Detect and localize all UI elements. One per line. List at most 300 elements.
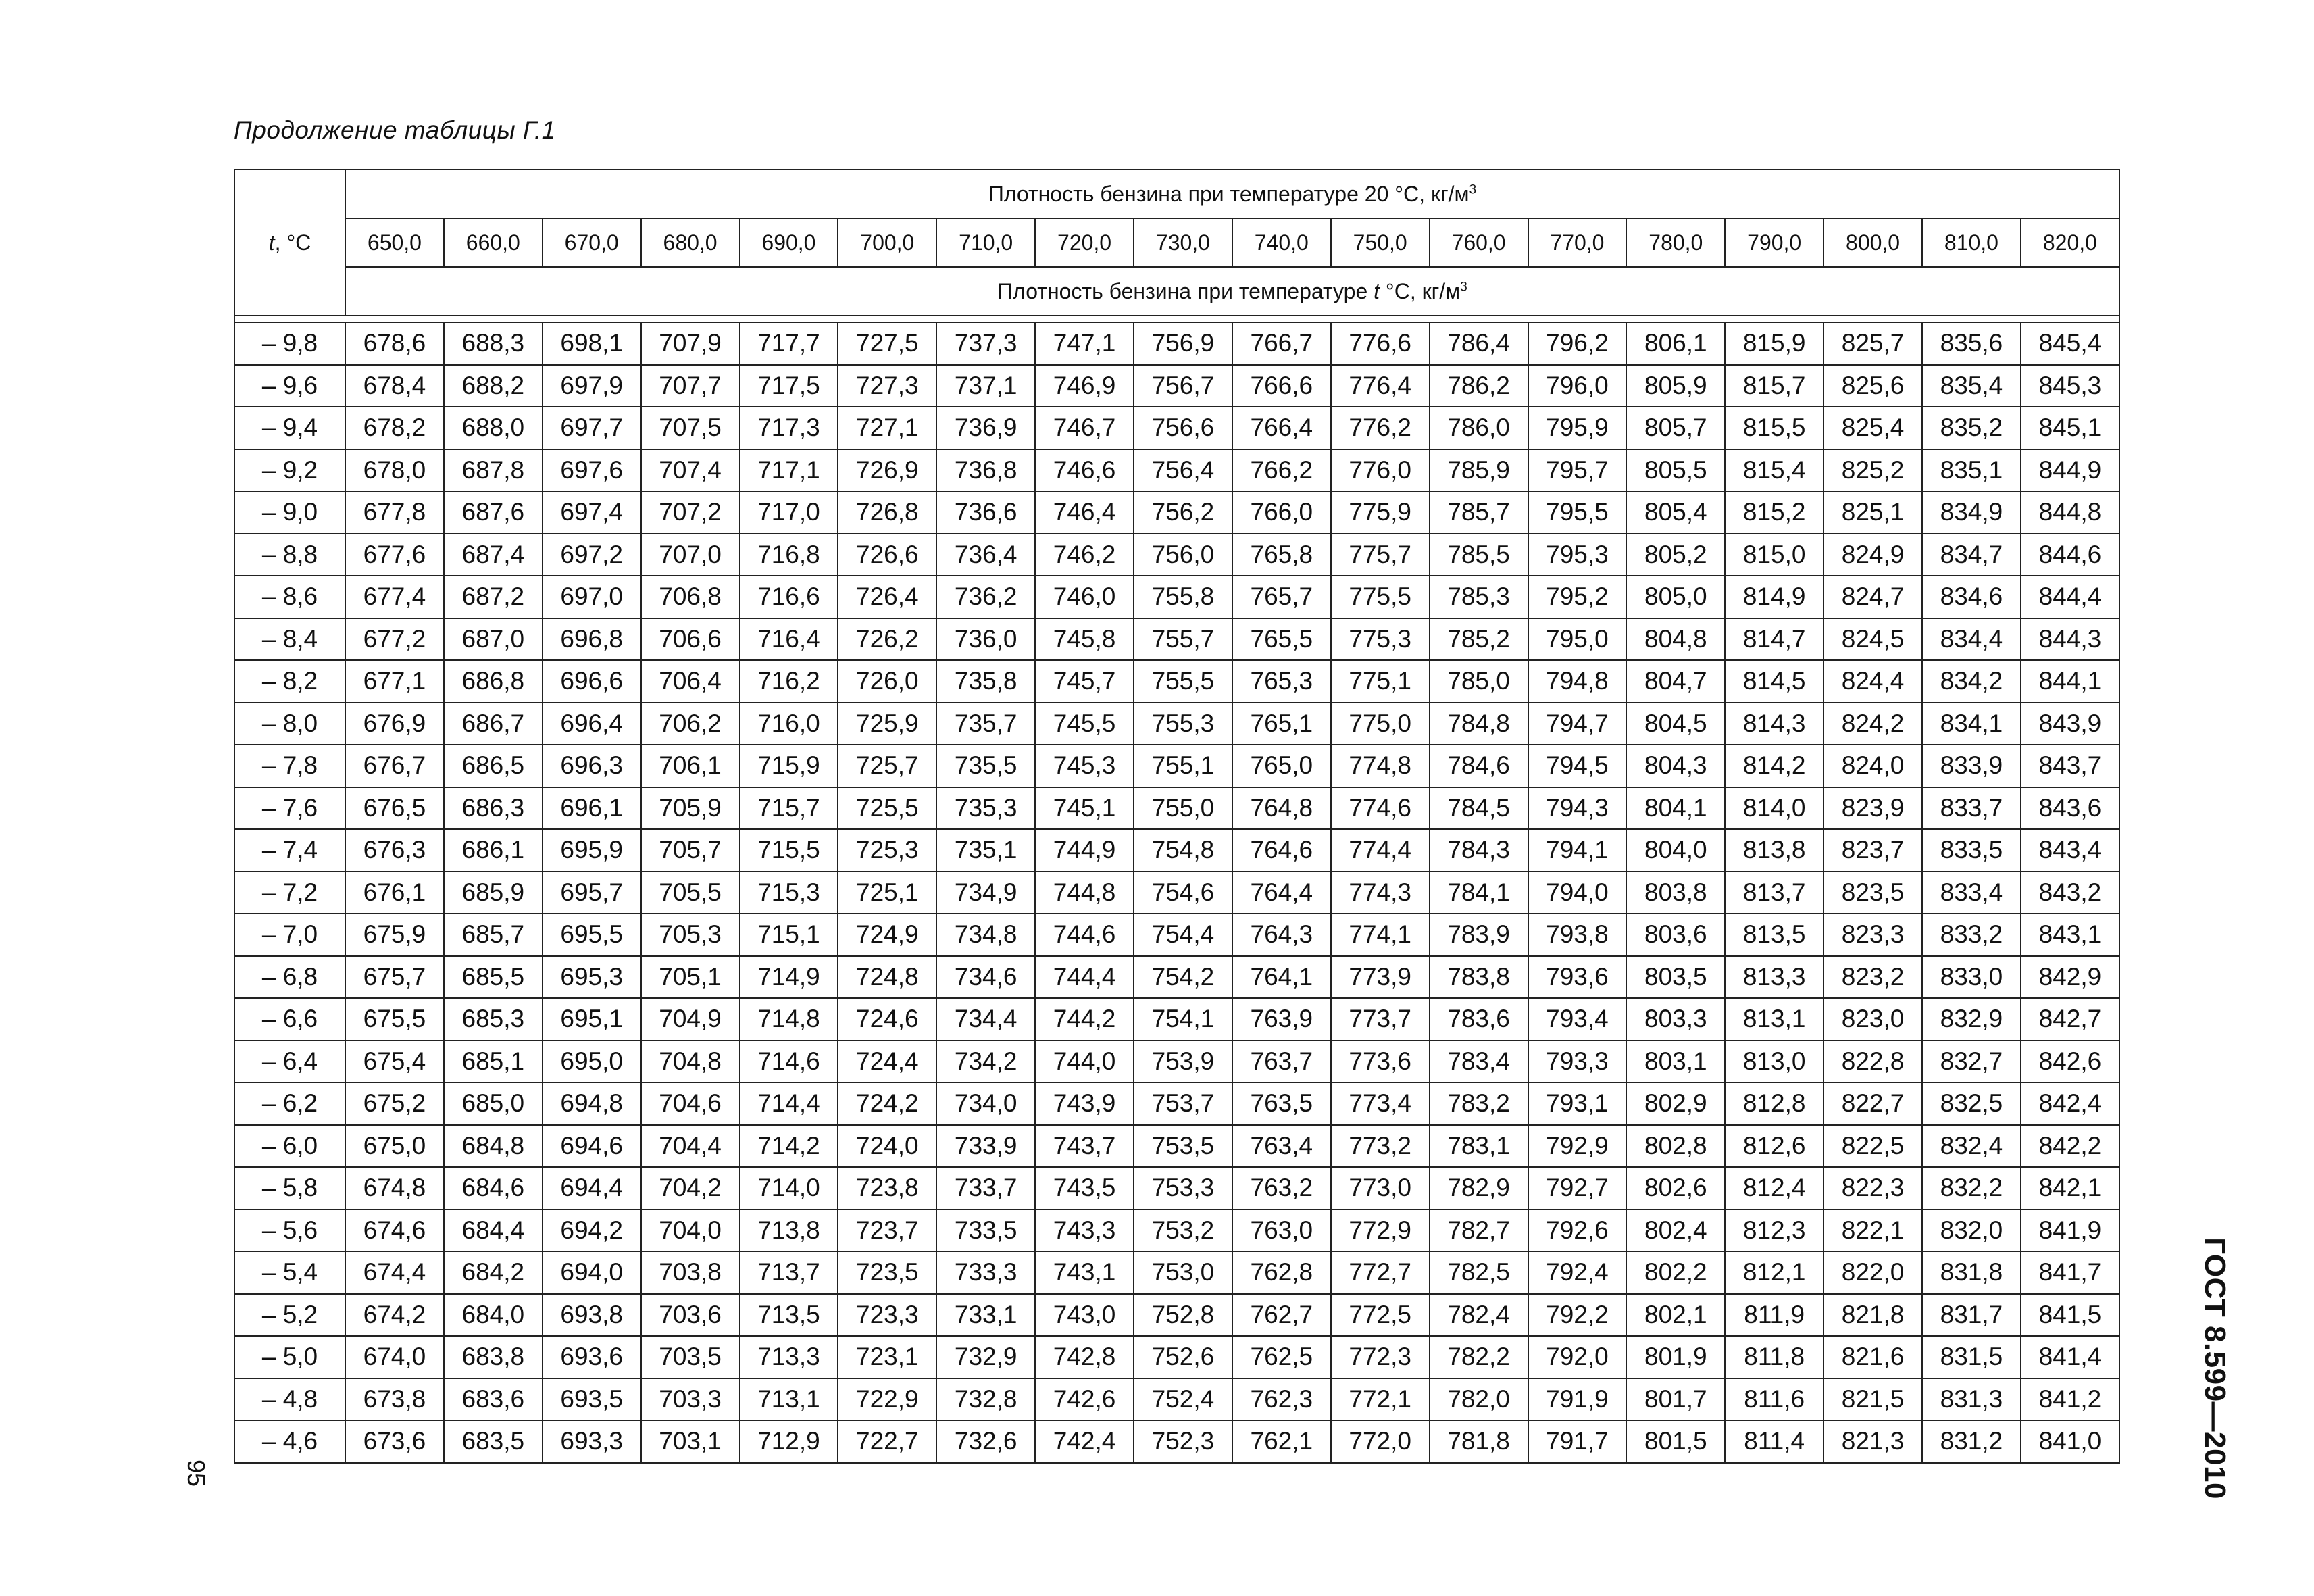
density-value-cell: 724,9 (838, 914, 936, 956)
density-value-cell: 811,4 (1725, 1420, 1823, 1463)
density-value-cell: 693,3 (543, 1420, 641, 1463)
density-value-cell: 775,9 (1331, 491, 1430, 534)
density-value-cell: 744,9 (1035, 829, 1134, 872)
density-value-cell: 736,9 (936, 407, 1035, 449)
temperature-cell: – 6,4 (234, 1041, 345, 1083)
density-value-cell: 795,0 (1528, 618, 1627, 661)
density-column-header: 720,0 (1035, 218, 1134, 267)
density-value-cell: 785,7 (1430, 491, 1528, 534)
density-value-cell: 705,7 (641, 829, 740, 872)
density-value-cell: 844,8 (2021, 491, 2119, 534)
temperature-cell: – 7,8 (234, 745, 345, 787)
density-value-cell: 812,3 (1725, 1210, 1823, 1252)
temperature-cell: – 9,4 (234, 407, 345, 449)
density-value-cell: 687,2 (444, 576, 543, 618)
density-value-cell: 676,7 (345, 745, 444, 787)
density-value-cell: 705,5 (641, 872, 740, 914)
density-value-cell: 785,9 (1430, 449, 1528, 492)
density-value-cell: 776,2 (1331, 407, 1430, 449)
density-value-cell: 764,4 (1232, 872, 1331, 914)
density-value-cell: 805,2 (1626, 534, 1725, 576)
density-value-cell: 754,6 (1134, 872, 1232, 914)
density-value-cell: 822,0 (1823, 1251, 1922, 1294)
density-value-cell: 813,1 (1725, 998, 1823, 1041)
density-value-cell: 831,7 (1922, 1294, 2021, 1337)
density-value-cell: 733,7 (936, 1167, 1035, 1210)
table-row (234, 365, 2119, 407)
temperature-cell: – 4,8 (234, 1378, 345, 1421)
temperature-cell: – 9,8 (234, 322, 345, 365)
density-value-cell: 841,5 (2021, 1294, 2119, 1337)
density-value-cell: 685,9 (444, 872, 543, 914)
density-column-header: 690,0 (740, 218, 838, 267)
density-value-cell: 831,8 (1922, 1251, 2021, 1294)
density-column-header: 660,0 (444, 218, 543, 267)
density-value-cell: 742,8 (1035, 1336, 1134, 1378)
density-value-cell: 744,0 (1035, 1041, 1134, 1083)
density-value-cell: 694,4 (543, 1167, 641, 1210)
density-value-cell: 726,4 (838, 576, 936, 618)
density-value-cell: 832,2 (1922, 1167, 2021, 1210)
density-value-cell: 714,6 (740, 1041, 838, 1083)
density-value-cell: 674,0 (345, 1336, 444, 1378)
density-value-cell: 677,4 (345, 576, 444, 618)
density-value-cell: 714,8 (740, 998, 838, 1041)
density-value-cell: 763,2 (1232, 1167, 1331, 1210)
density-value-cell: 685,1 (444, 1041, 543, 1083)
density-value-cell: 673,8 (345, 1378, 444, 1421)
density-value-cell: 705,9 (641, 787, 740, 830)
density-value-cell: 776,0 (1331, 449, 1430, 492)
separator-cell (2021, 316, 2119, 322)
density-value-cell: 756,2 (1134, 491, 1232, 534)
density-value-cell: 795,5 (1528, 491, 1627, 534)
density-value-cell: 843,9 (2021, 703, 2119, 745)
density-value-cell: 845,3 (2021, 365, 2119, 407)
density-value-cell: 773,7 (1331, 998, 1430, 1041)
density-value-cell: 687,4 (444, 534, 543, 576)
density-value-cell: 811,8 (1725, 1336, 1823, 1378)
density-value-cell: 713,1 (740, 1378, 838, 1421)
density-value-cell: 725,7 (838, 745, 936, 787)
density-value-cell: 684,0 (444, 1294, 543, 1337)
density-value-cell: 763,7 (1232, 1041, 1331, 1083)
density-value-cell: 676,5 (345, 787, 444, 830)
density-value-cell: 825,1 (1823, 491, 1922, 534)
density-value-cell: 822,1 (1823, 1210, 1922, 1252)
density-value-cell: 842,9 (2021, 956, 2119, 999)
density-column-header: 710,0 (936, 218, 1035, 267)
density-value-cell: 707,0 (641, 534, 740, 576)
density-value-cell: 843,1 (2021, 914, 2119, 956)
density-value-cell: 737,1 (936, 365, 1035, 407)
density-value-cell: 707,7 (641, 365, 740, 407)
table-row (234, 322, 2119, 365)
density-value-cell: 773,9 (1331, 956, 1430, 999)
density-value-cell: 732,6 (936, 1420, 1035, 1463)
density-value-cell: 791,9 (1528, 1378, 1627, 1421)
density-value-cell: 815,2 (1725, 491, 1823, 534)
density-value-cell: 833,4 (1922, 872, 2021, 914)
density-value-cell: 835,6 (1922, 322, 2021, 365)
temperature-cell: – 5,4 (234, 1251, 345, 1294)
density-value-cell: 685,3 (444, 998, 543, 1041)
density-value-cell: 782,9 (1430, 1167, 1528, 1210)
density-value-cell: 683,8 (444, 1336, 543, 1378)
density-value-cell: 678,0 (345, 449, 444, 492)
density-value-cell: 726,6 (838, 534, 936, 576)
density-value-cell: 821,8 (1823, 1294, 1922, 1337)
density-value-cell: 725,1 (838, 872, 936, 914)
header-separator (234, 316, 2119, 322)
density-value-cell: 823,5 (1823, 872, 1922, 914)
density-value-cell: 744,4 (1035, 956, 1134, 999)
density-value-cell: 815,9 (1725, 322, 1823, 365)
density-value-cell: 735,5 (936, 745, 1035, 787)
density-value-cell: 834,7 (1922, 534, 2021, 576)
density-table (234, 169, 2120, 1464)
density-column-header: 820,0 (2021, 218, 2119, 267)
density-column-header: 740,0 (1232, 218, 1331, 267)
density-value-cell: 815,7 (1725, 365, 1823, 407)
density-value-cell: 697,2 (543, 534, 641, 576)
density-value-cell: 684,8 (444, 1125, 543, 1168)
density-value-cell: 752,3 (1134, 1420, 1232, 1463)
temperature-cell: – 9,0 (234, 491, 345, 534)
density-value-cell: 736,6 (936, 491, 1035, 534)
separator-cell (1232, 316, 1331, 322)
density-value-cell: 824,9 (1823, 534, 1922, 576)
density-value-cell: 733,3 (936, 1251, 1035, 1294)
density-value-cell: 792,7 (1528, 1167, 1627, 1210)
density-value-cell: 772,1 (1331, 1378, 1430, 1421)
density-value-cell: 693,5 (543, 1378, 641, 1421)
density-at-20c-header (345, 170, 2119, 218)
density-value-cell: 833,5 (1922, 829, 2021, 872)
density-value-cell: 747,1 (1035, 322, 1134, 365)
density-value-cell: 775,5 (1331, 576, 1430, 618)
density-value-cell: 686,5 (444, 745, 543, 787)
density-value-cell: 775,0 (1331, 703, 1430, 745)
table-row (234, 998, 2119, 1041)
density-value-cell: 823,3 (1823, 914, 1922, 956)
table-row (234, 1210, 2119, 1252)
density-value-cell: 685,7 (444, 914, 543, 956)
density-value-cell: 726,0 (838, 660, 936, 703)
density-value-cell: 674,2 (345, 1294, 444, 1337)
density-value-cell: 793,1 (1528, 1082, 1627, 1125)
density-value-cell: 675,0 (345, 1125, 444, 1168)
separator-cell (641, 316, 740, 322)
density-value-cell: 766,6 (1232, 365, 1331, 407)
separator-cell (1134, 316, 1232, 322)
density-value-cell: 704,6 (641, 1082, 740, 1125)
temperature-cell: – 8,4 (234, 618, 345, 661)
density-value-cell: 735,1 (936, 829, 1035, 872)
density-value-cell: 674,6 (345, 1210, 444, 1252)
density-value-cell: 811,9 (1725, 1294, 1823, 1337)
density-value-cell: 784,3 (1430, 829, 1528, 872)
table-row (234, 1294, 2119, 1337)
density-value-cell: 704,4 (641, 1125, 740, 1168)
density-value-cell: 697,7 (543, 407, 641, 449)
density-value-cell: 821,5 (1823, 1378, 1922, 1421)
t-unit: , °C (274, 230, 311, 255)
density-value-cell: 775,1 (1331, 660, 1430, 703)
density-value-cell: 673,6 (345, 1420, 444, 1463)
density-value-cell: 715,9 (740, 745, 838, 787)
separator-cell (444, 316, 543, 322)
density-value-cell: 755,1 (1134, 745, 1232, 787)
density-value-cell: 695,1 (543, 998, 641, 1041)
density-value-cell: 832,9 (1922, 998, 2021, 1041)
density-value-cell: 765,7 (1232, 576, 1331, 618)
density-value-cell: 845,4 (2021, 322, 2119, 365)
density-value-cell: 842,6 (2021, 1041, 2119, 1083)
density-value-cell: 805,0 (1626, 576, 1725, 618)
density-value-cell: 824,2 (1823, 703, 1922, 745)
density-value-cell: 822,3 (1823, 1167, 1922, 1210)
density-value-cell: 844,4 (2021, 576, 2119, 618)
density-value-cell: 785,2 (1430, 618, 1528, 661)
density-value-cell: 782,4 (1430, 1294, 1528, 1337)
temperature-cell: – 6,2 (234, 1082, 345, 1125)
density-value-cell: 803,5 (1626, 956, 1725, 999)
density-value-cell: 714,4 (740, 1082, 838, 1125)
density-value-cell: 835,4 (1922, 365, 2021, 407)
density-value-cell: 727,1 (838, 407, 936, 449)
density-value-cell: 687,6 (444, 491, 543, 534)
density-value-cell: 716,2 (740, 660, 838, 703)
density-value-cell: 775,7 (1331, 534, 1430, 576)
density-value-cell: 703,8 (641, 1251, 740, 1294)
density-value-cell: 841,0 (2021, 1420, 2119, 1463)
density-value-cell: 824,4 (1823, 660, 1922, 703)
density-value-cell: 834,6 (1922, 576, 2021, 618)
separator-cell (1922, 316, 2021, 322)
density-value-cell: 722,9 (838, 1378, 936, 1421)
density-value-cell: 792,4 (1528, 1251, 1627, 1294)
density-value-cell: 776,6 (1331, 322, 1430, 365)
density-value-cell: 753,9 (1134, 1041, 1232, 1083)
density-value-cell: 814,9 (1725, 576, 1823, 618)
density-value-cell: 696,3 (543, 745, 641, 787)
temperature-cell: – 5,8 (234, 1167, 345, 1210)
density-value-cell: 766,4 (1232, 407, 1331, 449)
density-at-t-prefix: Плотность бензина при температуре (997, 278, 1374, 303)
table-row (234, 1420, 2119, 1463)
density-value-cell: 794,1 (1528, 829, 1627, 872)
density-value-cell: 745,3 (1035, 745, 1134, 787)
density-column-header: 670,0 (543, 218, 641, 267)
table-row (234, 660, 2119, 703)
temperature-cell: – 8,0 (234, 703, 345, 745)
density-value-cell: 831,5 (1922, 1336, 2021, 1378)
density-value-cell: 743,9 (1035, 1082, 1134, 1125)
density-value-cell: 813,7 (1725, 872, 1823, 914)
density-value-cell: 815,4 (1725, 449, 1823, 492)
temperature-cell: – 6,0 (234, 1125, 345, 1168)
density-value-cell: 843,6 (2021, 787, 2119, 830)
density-value-cell: 763,5 (1232, 1082, 1331, 1125)
density-value-cell: 784,6 (1430, 745, 1528, 787)
density-value-cell: 782,7 (1430, 1210, 1528, 1252)
density-value-cell: 695,5 (543, 914, 641, 956)
density-value-cell: 753,5 (1134, 1125, 1232, 1168)
density-value-cell: 792,2 (1528, 1294, 1627, 1337)
separator-cell (1528, 316, 1627, 322)
density-value-cell: 696,1 (543, 787, 641, 830)
density-value-cell: 724,0 (838, 1125, 936, 1168)
density-value-cell: 712,9 (740, 1420, 838, 1463)
density-value-cell: 762,7 (1232, 1294, 1331, 1337)
density-value-cell: 734,8 (936, 914, 1035, 956)
density-value-cell: 783,4 (1430, 1041, 1528, 1083)
density-value-cell: 803,6 (1626, 914, 1725, 956)
table-row (234, 1378, 2119, 1421)
density-value-cell: 796,2 (1528, 322, 1627, 365)
density-value-cell: 774,4 (1331, 829, 1430, 872)
density-value-cell: 717,0 (740, 491, 838, 534)
density-value-cell: 686,1 (444, 829, 543, 872)
density-at-20c-label: Плотность бензина при температуре 20 °C, кг/м (988, 181, 1469, 206)
table-row (234, 1251, 2119, 1294)
density-value-cell: 802,9 (1626, 1082, 1725, 1125)
density-value-cell: 753,7 (1134, 1082, 1232, 1125)
density-value-cell: 814,3 (1725, 703, 1823, 745)
density-value-cell: 755,5 (1134, 660, 1232, 703)
density-value-cell: 696,8 (543, 618, 641, 661)
density-value-cell: 735,3 (936, 787, 1035, 830)
table-row (234, 872, 2119, 914)
density-value-cell: 831,2 (1922, 1420, 2021, 1463)
density-value-cell: 743,5 (1035, 1167, 1134, 1210)
density-value-cell: 841,2 (2021, 1378, 2119, 1421)
density-value-cell: 726,9 (838, 449, 936, 492)
density-value-cell: 831,3 (1922, 1378, 2021, 1421)
table-row (234, 1041, 2119, 1083)
density-value-cell: 834,9 (1922, 491, 2021, 534)
density-value-cell: 688,3 (444, 322, 543, 365)
density-value-cell: 707,9 (641, 322, 740, 365)
density-value-cell: 802,6 (1626, 1167, 1725, 1210)
density-value-cell: 772,5 (1331, 1294, 1430, 1337)
density-value-cell: 755,7 (1134, 618, 1232, 661)
density-value-cell: 683,5 (444, 1420, 543, 1463)
density-value-cell: 723,5 (838, 1251, 936, 1294)
density-value-cell: 686,3 (444, 787, 543, 830)
density-value-cell: 754,2 (1134, 956, 1232, 999)
density-value-cell: 683,6 (444, 1378, 543, 1421)
density-value-cell: 841,9 (2021, 1210, 2119, 1252)
density-value-cell: 763,4 (1232, 1125, 1331, 1168)
density-value-cell: 792,6 (1528, 1210, 1627, 1252)
density-value-cell: 696,4 (543, 703, 641, 745)
density-value-cell: 746,0 (1035, 576, 1134, 618)
density-value-cell: 755,0 (1134, 787, 1232, 830)
density-value-cell: 715,7 (740, 787, 838, 830)
density-value-cell: 804,1 (1626, 787, 1725, 830)
density-value-cell: 713,7 (740, 1251, 838, 1294)
density-value-cell: 773,6 (1331, 1041, 1430, 1083)
density-value-cell: 813,3 (1725, 956, 1823, 999)
temperature-cell: – 8,8 (234, 534, 345, 576)
density-value-cell: 782,0 (1430, 1378, 1528, 1421)
density-value-cell: 705,1 (641, 956, 740, 999)
density-columns-row (234, 218, 2119, 267)
density-value-cell: 746,2 (1035, 534, 1134, 576)
density-value-cell: 717,3 (740, 407, 838, 449)
density-column-header: 760,0 (1430, 218, 1528, 267)
density-value-cell: 804,5 (1626, 703, 1725, 745)
density-value-cell: 823,9 (1823, 787, 1922, 830)
density-value-cell: 801,7 (1626, 1378, 1725, 1421)
density-value-cell: 782,5 (1430, 1251, 1528, 1294)
density-value-cell: 832,0 (1922, 1210, 2021, 1252)
density-column-header: 770,0 (1528, 218, 1627, 267)
density-value-cell: 792,9 (1528, 1125, 1627, 1168)
density-value-cell: 704,9 (641, 998, 740, 1041)
separator-cell (1430, 316, 1528, 322)
density-value-cell: 804,8 (1626, 618, 1725, 661)
temperature-cell: – 4,6 (234, 1420, 345, 1463)
density-value-cell: 795,7 (1528, 449, 1627, 492)
density-value-cell: 726,8 (838, 491, 936, 534)
density-value-cell: 697,6 (543, 449, 641, 492)
density-value-cell: 695,0 (543, 1041, 641, 1083)
density-value-cell: 812,1 (1725, 1251, 1823, 1294)
density-value-cell: 706,8 (641, 576, 740, 618)
density-value-cell: 714,2 (740, 1125, 838, 1168)
density-value-cell: 794,3 (1528, 787, 1627, 830)
density-value-cell: 824,0 (1823, 745, 1922, 787)
density-value-cell: 774,3 (1331, 872, 1430, 914)
density-value-cell: 723,1 (838, 1336, 936, 1378)
density-value-cell: 707,2 (641, 491, 740, 534)
density-value-cell: 675,5 (345, 998, 444, 1041)
density-value-cell: 791,7 (1528, 1420, 1627, 1463)
density-value-cell: 724,8 (838, 956, 936, 999)
density-value-cell: 843,2 (2021, 872, 2119, 914)
density-value-cell: 677,6 (345, 534, 444, 576)
table-row (234, 787, 2119, 830)
density-value-cell: 793,4 (1528, 998, 1627, 1041)
density-value-cell: 676,9 (345, 703, 444, 745)
density-value-cell: 735,8 (936, 660, 1035, 703)
density-value-cell: 697,9 (543, 365, 641, 407)
density-value-cell: 678,4 (345, 365, 444, 407)
temperature-cell: – 7,6 (234, 787, 345, 830)
density-value-cell: 686,7 (444, 703, 543, 745)
separator-cell (1823, 316, 1922, 322)
density-value-cell: 773,2 (1331, 1125, 1430, 1168)
density-value-cell: 832,4 (1922, 1125, 2021, 1168)
density-value-cell: 716,4 (740, 618, 838, 661)
density-value-cell: 813,8 (1725, 829, 1823, 872)
table-row (234, 449, 2119, 492)
density-value-cell: 754,4 (1134, 914, 1232, 956)
density-at-t-suffix: °C, кг/м (1380, 278, 1461, 303)
density-value-cell: 704,8 (641, 1041, 740, 1083)
separator-cell (936, 316, 1035, 322)
density-value-cell: 783,2 (1430, 1082, 1528, 1125)
density-value-cell: 736,0 (936, 618, 1035, 661)
density-value-cell: 835,2 (1922, 407, 2021, 449)
temperature-cell: – 7,4 (234, 829, 345, 872)
density-value-cell: 812,6 (1725, 1125, 1823, 1168)
document-code-text: ГОСТ 8.599—2010 (2198, 1237, 2232, 1499)
density-value-cell: 723,8 (838, 1167, 936, 1210)
